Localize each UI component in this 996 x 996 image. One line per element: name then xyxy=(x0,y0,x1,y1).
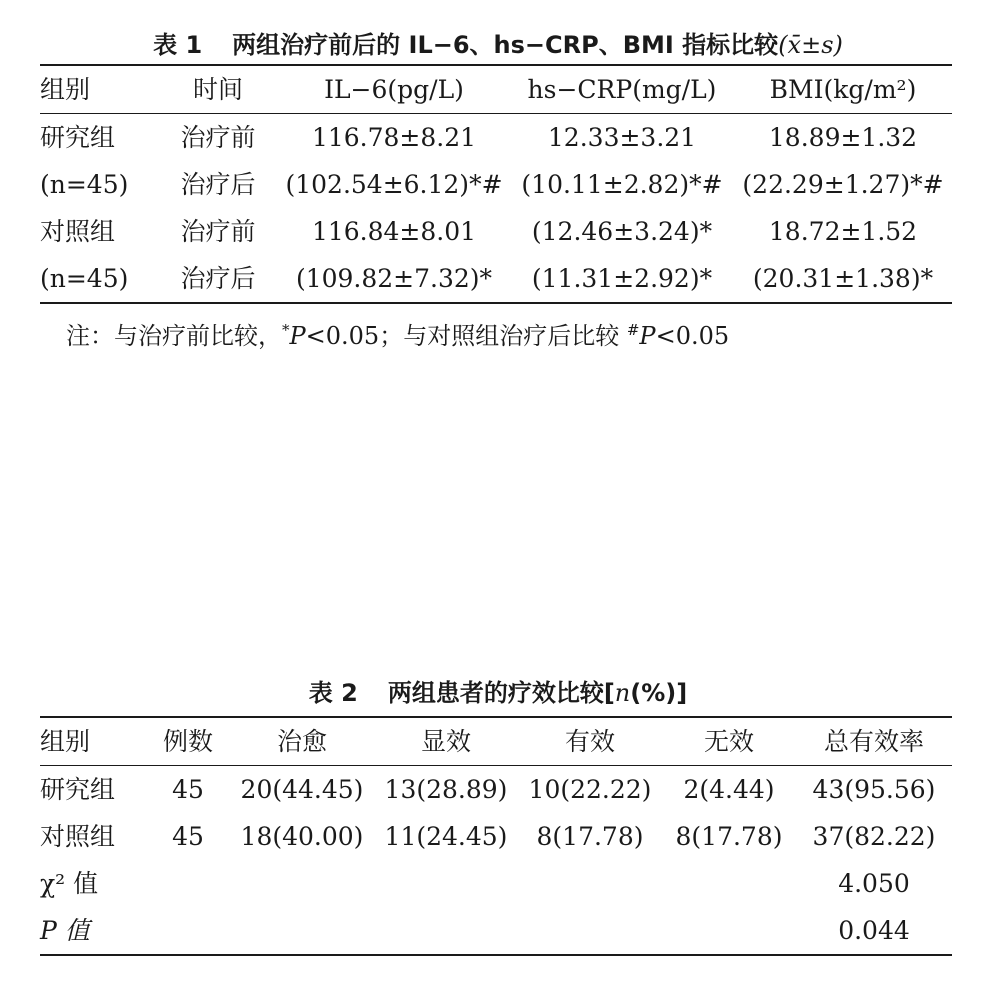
note-p-symbol: P xyxy=(639,322,656,350)
table-cell: 8(17.78) xyxy=(536,822,644,851)
table-cell: (n=45) xyxy=(40,170,129,199)
table-cell: (109.82±7.32)* xyxy=(278,255,510,303)
table-cell: 研究组 xyxy=(40,775,116,804)
note-prefix: 注：与治疗前比较， xyxy=(66,322,282,350)
table-cell xyxy=(374,860,518,907)
table-cell: 8(17.78) xyxy=(675,822,783,851)
table-cell: 37(82.22) xyxy=(812,822,936,851)
table-cell xyxy=(146,860,230,907)
table-cell: 45 xyxy=(172,775,204,804)
table2-header-cured: 治愈 xyxy=(230,717,374,766)
table1 xyxy=(40,64,952,304)
table-cell: (n=45) xyxy=(40,255,158,303)
note-p-symbol: P xyxy=(289,322,306,350)
note-mark-hash: # xyxy=(626,321,640,339)
table-row xyxy=(40,255,952,303)
table-cell xyxy=(230,860,374,907)
table2-header-marked: 显效 xyxy=(374,717,518,766)
table1-header-row xyxy=(40,65,952,114)
table-cell: 116.78±8.21 xyxy=(311,123,477,152)
table-cell: 研究组 xyxy=(40,123,116,152)
table-cell: 治疗前 xyxy=(180,217,256,246)
table-cell-chi-square-label: χ² 值 xyxy=(40,869,99,898)
note-value: <0.05 xyxy=(655,322,730,350)
table1-caption-text: 两组治疗前后的 IL−6、hs−CRP、BMI 指标比较 xyxy=(232,31,779,59)
table1-caption-number: 表 1 xyxy=(153,31,203,59)
table-row xyxy=(40,766,952,814)
table2-caption-number: 表 2 xyxy=(308,679,358,707)
table-cell: 对照组 xyxy=(40,217,116,246)
table1-header-il6: IL−6(pg/L) xyxy=(278,65,510,114)
note-value: <0.05；与对照组治疗后比较 xyxy=(305,322,627,350)
table-cell: 治疗前 xyxy=(180,123,256,152)
table-cell: 2(4.44) xyxy=(683,775,775,804)
table-cell: (20.31±1.38)* xyxy=(734,255,952,303)
table-cell: 治疗后 xyxy=(180,170,256,199)
table-row xyxy=(40,161,952,208)
table-cell-p-value-label: P 值 xyxy=(40,907,146,955)
table-cell xyxy=(662,907,796,955)
table1-header-time: 时间 xyxy=(158,65,278,114)
table1-header-group: 组别 xyxy=(40,65,158,114)
table-row xyxy=(40,907,952,955)
table2-header-count: 例数 xyxy=(146,717,230,766)
table1-caption xyxy=(0,30,996,60)
table-cell: (12.46±3.24)* xyxy=(531,217,713,246)
table1-note xyxy=(66,314,729,352)
table-cell xyxy=(518,860,662,907)
table-cell: 10(22.22) xyxy=(528,775,652,804)
table-row xyxy=(40,860,952,907)
table-cell xyxy=(662,860,796,907)
table-cell: (22.29±1.27)*# xyxy=(742,170,944,199)
table2-header-row xyxy=(40,717,952,766)
table2-caption xyxy=(0,678,996,708)
table-cell: 18.72±1.52 xyxy=(768,217,918,246)
table-cell: 12.33±3.21 xyxy=(547,123,697,152)
table2-header-ineffective: 无效 xyxy=(662,717,796,766)
table-cell: 治疗后 xyxy=(158,255,278,303)
table1-header-hscrp: hs−CRP(mg/L) xyxy=(510,65,734,114)
table-cell: 对照组 xyxy=(40,822,116,851)
table2-header-group: 组别 xyxy=(40,717,146,766)
table-cell: 18.89±1.32 xyxy=(768,123,918,152)
table-cell: 0.044 xyxy=(796,907,952,955)
table-cell: 13(28.89) xyxy=(384,775,508,804)
table2-caption-text: 两组患者的疗效比较[ xyxy=(387,679,615,707)
table2 xyxy=(40,716,952,956)
note-mark-star: * xyxy=(282,321,290,339)
table-cell: 18(40.00) xyxy=(240,822,364,851)
table-row xyxy=(40,114,952,162)
table2-header-total-rate: 总有效率 xyxy=(796,717,952,766)
table-cell: 43(95.56) xyxy=(812,775,936,804)
table-row xyxy=(40,208,952,255)
table-cell: (102.54±6.12)*# xyxy=(285,170,503,199)
table-cell: 20(44.45) xyxy=(240,775,364,804)
table-row xyxy=(40,813,952,860)
table2-caption-n: n xyxy=(614,679,631,707)
table-cell: 116.84±8.01 xyxy=(311,217,477,246)
table-cell xyxy=(146,907,230,955)
table-cell xyxy=(518,907,662,955)
table-cell: 4.050 xyxy=(838,869,910,898)
table1-caption-stat: (x̄±s) xyxy=(778,31,843,59)
table-cell: 11(24.45) xyxy=(384,822,508,851)
table2-caption-tail: (%)] xyxy=(630,679,688,707)
table2-header-effective: 有效 xyxy=(518,717,662,766)
table1-header-bmi: BMI(kg/m²) xyxy=(734,65,952,114)
table-cell: (11.31±2.92)* xyxy=(510,255,734,303)
table-cell: (10.11±2.82)*# xyxy=(521,170,723,199)
table-cell: 45 xyxy=(172,822,204,851)
table-cell xyxy=(230,907,374,955)
table-cell xyxy=(374,907,518,955)
